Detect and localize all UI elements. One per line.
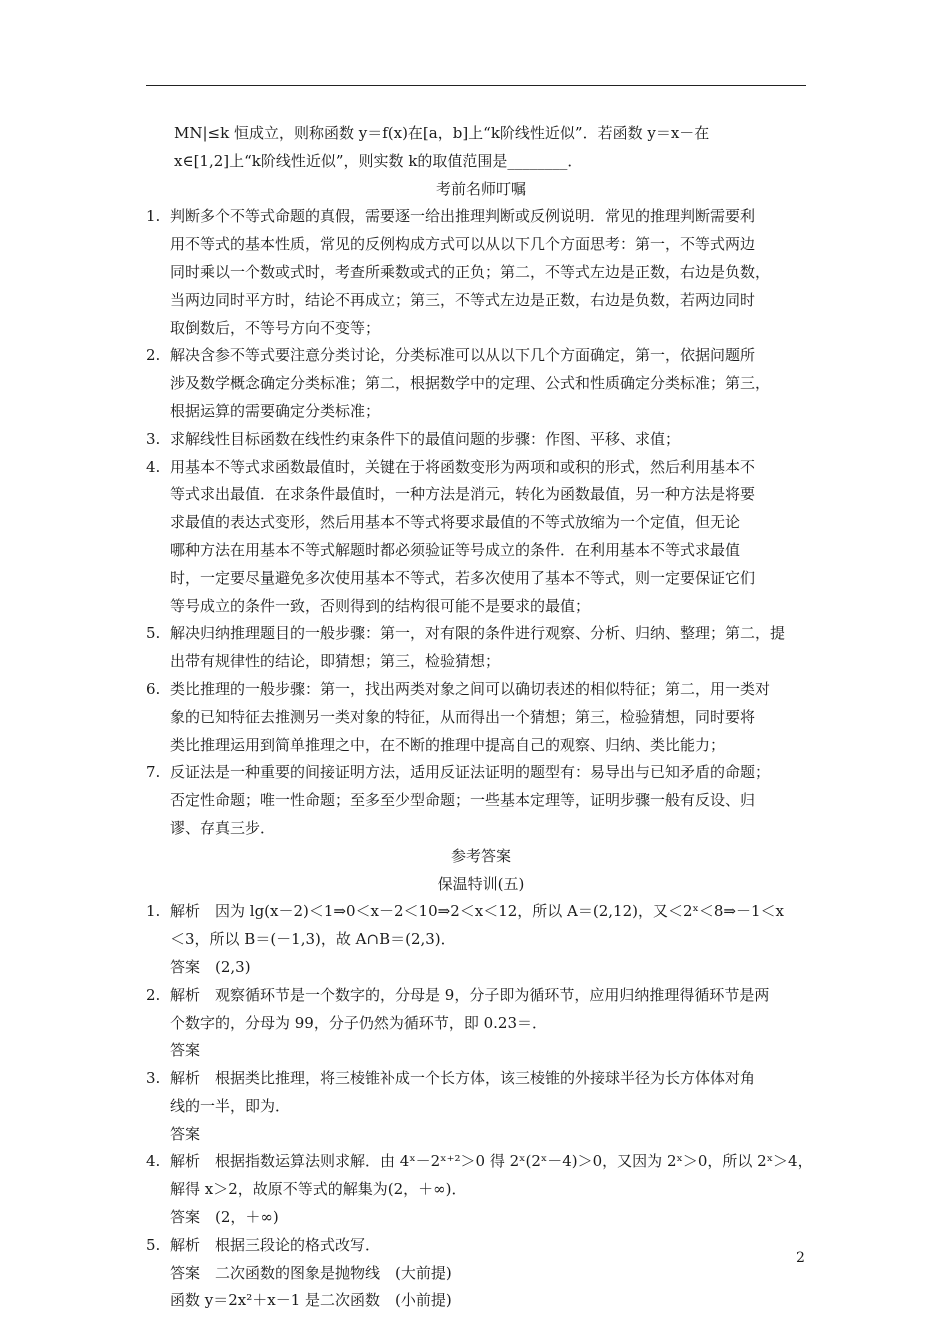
text-line: 谬、存真三步． [170, 818, 276, 837]
text-line: 用基本不等式求函数最值时，关键在于将函数变形为两项和或积的形式，然后利用基本不 [170, 457, 756, 476]
answer-item [146, 1232, 816, 1315]
item-body [170, 759, 816, 842]
text-line: 求最值的表达式变形，然后用基本不等式将要求最值的不等式放缩为一个定值，但无论 [170, 513, 741, 532]
text-line: 解析 根据指数运算法则求解．由 4ˣ－2ˣ⁺²＞0 得 2ˣ(2ˣ－4)＞0，又因为 2ˣ＞0，所以 2ˣ＞4， [170, 1152, 813, 1171]
text-line: 解析 观察循环节是一个数字的，分母是 9，分子即为循环节，应用归纳推理得循环节是两 [170, 985, 770, 1004]
text-line: 线的一半，即为． [170, 1096, 291, 1115]
answer-item [146, 1065, 816, 1148]
text-line: 解析 根据类比推理，将三棱锥补成一个长方体，该三棱锥的外接球半径为长方体体对角 [170, 1069, 756, 1088]
text-line: 等号成立的条件一致，否则得到的结构很可能不是要求的最值； [170, 596, 591, 615]
page-content [146, 120, 816, 1315]
item-number: 1. [146, 207, 161, 226]
tip-item [146, 620, 816, 676]
answer-item [146, 898, 816, 981]
item-body [170, 1148, 816, 1231]
text-line: x∈[1,2]上“k阶线性近似”，则实数 k的取值范围是________． [174, 151, 583, 170]
text-line: 同时乘以一个数或式时，考查所乘数或式的正负；第二，不等式左边是正数，右边是负数， [170, 262, 771, 281]
text-line: 求解线性目标函数在线性约束条件下的最值问题的步骤：作图、平移、求值； [170, 429, 681, 448]
item-body [170, 454, 816, 621]
tip-item [146, 203, 816, 342]
page-number: 2 [796, 1250, 805, 1266]
text-line: 个数字的，分母为 99，分子仍然为循环节，即 0.23＝． [170, 1013, 548, 1032]
answers-list [146, 898, 816, 1315]
text-line: 象的已知特征去推测另一类对象的特征，从而得出一个猜想；第三，检验猜想，同时要将 [170, 707, 756, 726]
item-body [170, 620, 816, 676]
text-line: 当两边同时平方时，结论不再成立；第三，不等式左边是正数，右边是负数，若两边同时 [170, 290, 756, 309]
item-number: 7. [146, 763, 161, 782]
text-line: 否定性命题；唯一性命题；至多至少型命题；一些基本定理等，证明步骤一般有反设、归 [170, 791, 756, 810]
item-number: 2. [146, 346, 161, 365]
text-line: 解决含参不等式要注意分类讨论，分类标准可以从以下几个方面确定，第一，依据问题所 [170, 346, 756, 365]
text-line: 解得 x＞2，故原不等式的解集为(2，＋∞)． [170, 1180, 467, 1199]
item-body [170, 203, 816, 342]
section-title-answers: 参考答案 [450, 846, 511, 865]
item-body [170, 898, 816, 981]
tip-item [146, 676, 816, 759]
item-number: 4. [146, 1152, 161, 1171]
text-line: 时，一定要尽量避免多次使用基本不等式，若多次使用了基本不等式，则一定要保证它们 [170, 568, 756, 587]
item-body [170, 676, 816, 759]
tip-item [146, 759, 816, 842]
text-line: 解析 根据三段论的格式改写． [170, 1235, 381, 1254]
text-line: 类比推理运用到简单推理之中，在不断的推理中提高自己的观察、归纳、类比能力； [170, 735, 726, 754]
section-title-tips: 考前名师叮嘱 [435, 179, 526, 198]
text-line: 判断多个不等式命题的真假，需要逐一给出推理判断或反例说明．常见的推理判断需要利 [170, 207, 756, 226]
section-subtitle-answers: 保温特训(五) [437, 874, 525, 893]
text-line: 答案 (2，＋∞) [170, 1208, 279, 1227]
text-line: 出带有规律性的结论，即猜想；第三，检验猜想； [170, 652, 501, 671]
item-number: 6. [146, 679, 161, 698]
text-line: 用不等式的基本性质，常见的反例构成方式可以从以下几个方面思考：第一，不等式两边 [170, 235, 756, 254]
text-line: 取倒数后，不等号方向不变等； [170, 318, 381, 337]
item-body [170, 1065, 816, 1148]
tips-list [146, 203, 816, 842]
text-line: 等式求出最值．在求条件最值时，一种方法是消元，转化为函数最值，另一种方法是将要 [170, 485, 756, 504]
text-line: 反证法是一种重要的间接证明方法，适用反证法证明的题型有：易导出与已知矛盾的命题； [170, 763, 771, 782]
item-body [170, 1232, 816, 1315]
item-number: 5. [146, 1235, 161, 1254]
text-line: 函数 y＝2x²＋x－1 是二次函数 (小前提) [170, 1291, 452, 1310]
item-number: 3. [146, 1069, 161, 1088]
text-line: 答案 [170, 1041, 201, 1060]
item-number: 3. [146, 429, 161, 448]
tip-item [146, 342, 816, 425]
text-line: 类比推理的一般步骤：第一，找出两类对象之间可以确切表述的相似特征；第二，用一类对 [170, 679, 771, 698]
text-line: MN|≤k 恒成立，则称函数 y＝f(x)在[a，b]上“k阶线性近似”．若函数 y＝x－在 [174, 124, 710, 142]
answer-item [146, 1148, 816, 1231]
text-line: 哪种方法在用基本不等式解题时都必须验证等号成立的条件．在利用基本不等式求最值 [170, 540, 741, 559]
item-body [170, 982, 816, 1065]
tip-item [146, 454, 816, 621]
text-line: 答案 二次函数的图象是抛物线 (大前提) [170, 1263, 452, 1282]
text-line: 答案 (2,3) [170, 957, 251, 976]
text-line: 答案 [170, 1124, 201, 1143]
item-number: 2. [146, 985, 161, 1004]
item-number: 1. [146, 902, 161, 921]
text-line: 解析 因为 lg(x－2)＜1⇒0＜x－2＜10⇒2＜x＜12，所以 A＝(2,12)，又＜2ˣ＜8⇒－1＜x [170, 902, 784, 921]
item-body [170, 342, 816, 425]
item-number: 4. [146, 457, 161, 476]
item-body [170, 426, 816, 454]
text-line: ＜3，所以 B＝(－1,3)，故 A∩B＝(2,3)． [170, 930, 456, 949]
item-number: 5. [146, 624, 161, 643]
text-line: 解决归纳推理题目的一般步骤：第一，对有限的条件进行观察、分析、归纳、整理；第二，提 [170, 624, 786, 643]
header-rule [146, 85, 806, 86]
answer-item [146, 982, 816, 1065]
tip-item [146, 426, 816, 454]
text-line: 根据运算的需要确定分类标准； [170, 401, 381, 420]
text-line: 涉及数学概念确定分类标准；第二，根据数学中的定理、公式和性质确定分类标准；第三， [170, 374, 771, 393]
